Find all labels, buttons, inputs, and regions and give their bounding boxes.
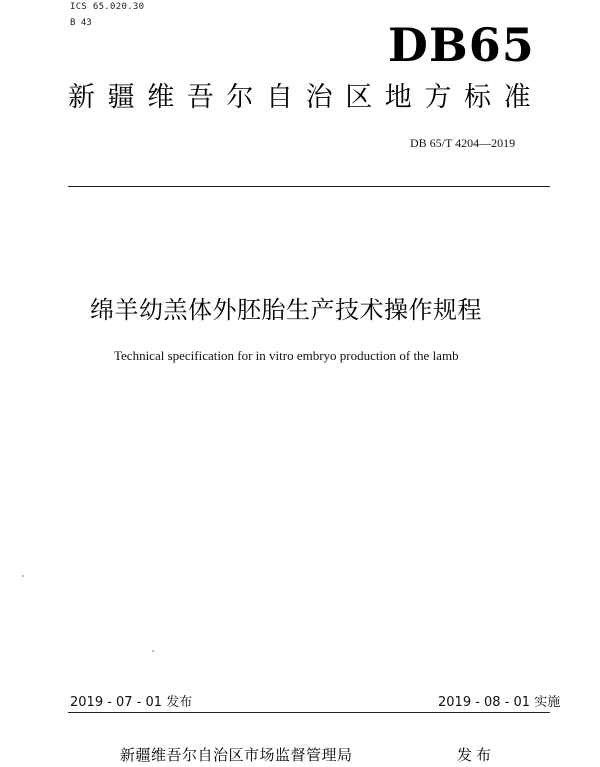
issue-label: 发布 — [457, 746, 496, 764]
top-divider — [68, 186, 550, 187]
implementation-date: 2019 - 08 - 01 实施 — [438, 695, 561, 710]
issuing-authority: 新疆维吾尔自治区市场监督管理局 — [120, 746, 353, 764]
ics-code: ICS 65.020.30 — [70, 2, 145, 12]
document-title-english: Technical specification for in vitro embryo production of the lamb — [114, 348, 459, 363]
bottom-divider — [68, 712, 550, 713]
issue-date: 2019 - 07 - 01 发布 — [70, 695, 193, 710]
standard-type-title: 新疆维吾尔自治区地方标准 — [68, 82, 544, 113]
scan-speck — [152, 650, 154, 652]
standard-logo: DB65 — [388, 18, 535, 72]
document-title-chinese: 绵羊幼羔体外胚胎生产技术操作规程 — [90, 296, 482, 324]
scan-speck — [22, 575, 24, 577]
standard-number: DB 65/T 4204—2019 — [410, 136, 516, 150]
ccs-code: B 43 — [70, 18, 92, 28]
